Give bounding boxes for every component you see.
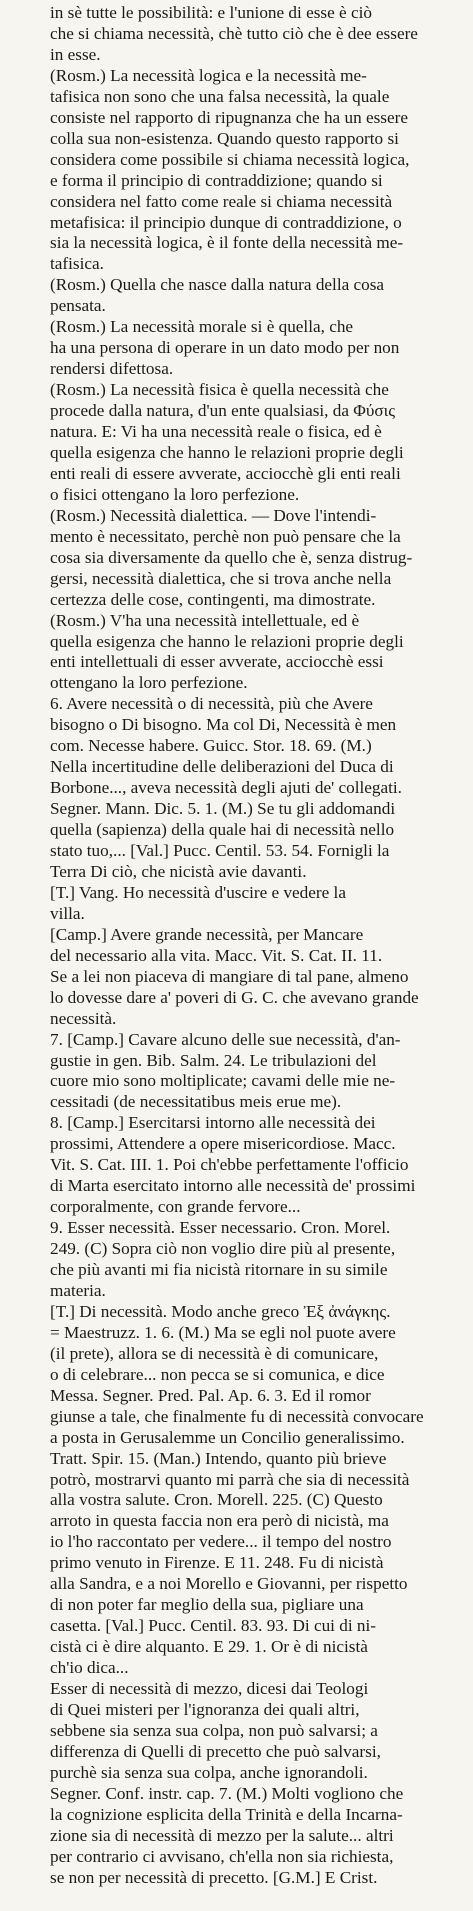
text-line: cuore mio sono moltiplicate; cavami delle mie ne-	[50, 1071, 396, 1091]
text-line: (Rosm.) Quella che nasce dalla natura della cosa	[50, 275, 385, 295]
text-line: necessità.	[50, 1008, 117, 1028]
text-line: procede dalla natura, d'un ente qualsiasi, da Φύσις	[50, 401, 396, 421]
text-line: alla Sandra, e a noi Morello e Giovanni, per rispetto	[50, 1574, 408, 1594]
text-line: del necessario alla vita. Macc. Vit. S. Cat. II. 11.	[50, 945, 383, 965]
text-line: tafisica.	[50, 254, 104, 274]
text-line: e forma il principio di contraddizione; quando si	[50, 170, 383, 190]
text-line: io l'ho raccontato per vedere... il tempo del nostro	[50, 1532, 392, 1552]
text-line: corporalmente, con grande fervore...	[50, 1197, 301, 1217]
text-line: Se a lei non piaceva di mangiare di tal pane, almeno	[50, 966, 409, 986]
text-line: Nella incertitudine delle deliberazioni del Duca di	[50, 757, 394, 777]
text-line: cistà ci è dire alquanto. E 29. 1. Or è di nicistà	[50, 1637, 368, 1657]
text-line: (il prete), allora se di necessità è di comunicare,	[50, 1343, 379, 1363]
text-line: purchè sia senza sua colpa, anche ignorandoli.	[50, 1762, 368, 1782]
text-line: differenza di Quelli di precetto che può salvarsi,	[50, 1741, 381, 1761]
text-line: tafisica non sono che una falsa necessità, la quale	[50, 86, 390, 106]
text-line: [T.] Di necessità. Modo anche greco Ἐξ ἀνάγκης.	[50, 1301, 391, 1321]
text-line: che si chiama necessità, chè tutto ciò che è dee essere	[50, 23, 418, 43]
text-line: Terra Di ciò, che nicistà avie davanti.	[50, 861, 307, 881]
text-line: 6. Avere necessità o di necessità, più che Avere	[50, 694, 373, 714]
text-line: considera come possibile si chiama necessità logica,	[50, 149, 410, 169]
text-line: (Rosm.) V'ha una necessità intellettuale, ed è	[50, 610, 360, 630]
text-line: materia.	[50, 1280, 106, 1300]
text-line: Segner. Mann. Dic. 5. 1. (M.) Se tu gli addomandi	[50, 799, 396, 819]
text-line: casetta. [Val.] Pucc. Centil. 83. 93. Di cui di ni-	[50, 1616, 377, 1636]
text-line: enti intellettuali di esser avverate, acciocchè essi	[50, 652, 384, 672]
text-line: gersi, necessità dialettica, che si trova anche nella	[50, 568, 392, 588]
text-line: di non poter far meglio della sua, pigliare una	[50, 1595, 364, 1615]
text-line: 7. [Camp.] Cavare alcuno delle sue necessità, d'an-	[50, 1029, 401, 1049]
text-line: ch'io dica...	[50, 1658, 129, 1678]
text-line: natura. E: Vi ha una necessità reale o fisica, ed è	[50, 422, 382, 441]
text-line: Vit. S. Cat. III. 1. Poi ch'ebbe perfettamente l'officio	[50, 1155, 409, 1175]
text-line: villa.	[50, 903, 85, 923]
text-line: giunse a tale, che finalmente fu di necessità convocare	[50, 1406, 424, 1426]
text-line: (Rosm.) Necessità dialettica. — Dove l'intendi-	[50, 505, 377, 525]
text-line: 249. (C) Sopra ciò non voglio dire più al presente,	[50, 1239, 396, 1259]
text-line: prossimi, Attendere a opere misericordiose. Macc.	[50, 1134, 396, 1154]
text-line: zione sia di necessità di mezzo per la salute... altri	[50, 1825, 394, 1845]
text-line: che più avanti mi fia nicistà ritornare in su simile	[50, 1260, 388, 1279]
text-line: di Quei misteri per l'ignoranza dei quali altri,	[50, 1699, 360, 1719]
text-line: o di celebrare... non pecca se si comunica, e dice	[50, 1364, 385, 1384]
text-line: alla vostra salute. Cron. Morell. 225. (C) Questo	[50, 1490, 383, 1510]
text-line: metafisica: il principio dunque di contraddizione, o	[50, 212, 402, 232]
text-line: (Rosm.) La necessità logica e la necessità me-	[50, 65, 367, 85]
text-line: in esse.	[50, 44, 101, 64]
text-line: a posta in Gerusalemme un Concilio generalissimo.	[50, 1427, 405, 1447]
text-line: quella (sapienza) della quale hai di necessità nello	[50, 820, 395, 840]
text-line: 8. [Camp.] Esercitarsi intorno alle necessità dei	[50, 1113, 376, 1133]
text-line: arroto in questa faccia non era però di nicistà, ma	[50, 1511, 389, 1531]
text-line: in sè tutte le possibilità: e l'unione di esse è ciò	[50, 3, 372, 22]
text-line: = Maestruzz. 1. 6. (M.) Ma se egli nol puote avere	[50, 1322, 396, 1342]
text-line: per contrario ci avvisano, ch'ella non sia richiesta,	[50, 1846, 394, 1866]
text-line: Borbone..., aveva necessità degli ajuti de' collegati.	[50, 778, 402, 798]
text-line: cessitadi (de necessitatibus meis erue me).	[50, 1092, 342, 1112]
text-line: cosa sia diversamente da quello che è, senza distrug-	[50, 547, 413, 567]
text-line: certezza delle cose, contingenti, ma dimostrate.	[50, 589, 376, 609]
text-line: quella esigenza che hanno le relazioni proprie degli	[50, 631, 404, 651]
text-line: [T.] Vang. Ho necessità d'uscire e vedere la	[50, 882, 346, 902]
text-line: consiste nel rapporto di ripugnanza che ha un essere	[50, 107, 408, 127]
text-line: considera nel fatto come reale si chiama necessità	[50, 191, 393, 211]
text-line: com. Necesse habere. Guicc. Stor. 18. 69. (M.)	[50, 736, 372, 756]
text-line: pensata.	[50, 296, 106, 316]
text-line: enti reali di essere avverate, acciocchè gli enti reali	[50, 463, 401, 483]
text-line: (Rosm.) La necessità fisica è quella necessità che	[50, 380, 389, 400]
text-line: la cognizione esplicita della Trinità e della Incarna-	[50, 1804, 403, 1824]
text-line: stato tuo,... [Val.] Pucc. Centil. 53. 54. Fornigli la	[50, 841, 390, 860]
text-line: gustie in gen. Bib. Salm. 24. Le tribulazioni del	[50, 1050, 377, 1070]
text-line: primo venuto in Firenze. E 11. 248. Fu di nicistà	[50, 1553, 384, 1573]
text-line: se non per necessità di precetto. [G.M.] E Crist.	[50, 1867, 378, 1887]
text-line: rendersi difettosa.	[50, 359, 174, 379]
text-line: Segner. Conf. instr. cap. 7. (M.) Molti vogliono che	[50, 1783, 404, 1803]
text-line: lo dovesse dare a' poveri di G. C. che avevano grande	[50, 987, 419, 1007]
text-line: 9. Esser necessità. Esser necessario. Cron. Morel.	[50, 1218, 391, 1238]
text-line: Tratt. Spir. 15. (Man.) Intendo, quanto più brieve	[50, 1448, 387, 1468]
text-line: colla sua non-esistenza. Quando questo rapporto si	[50, 128, 399, 148]
text-line: quella esigenza che hanno le relazioni proprie degli	[50, 442, 404, 462]
text-line: ottengano la loro perfezione.	[50, 673, 248, 693]
text-line: potrò, mostrarvi quanto mi parrà che sia di necessità	[50, 1469, 410, 1489]
text-line: [Camp.] Avere grande necessità, per Mancare	[50, 924, 364, 944]
text-line: Esser di necessità di mezzo, dicesi dai Teologi	[50, 1679, 369, 1698]
text-line: sebbene sia senza sua colpa, non può salvarsi; a	[50, 1720, 378, 1740]
text-line: Messa. Segner. Pred. Pal. Ap. 6. 3. Ed il romor	[50, 1385, 371, 1405]
text-line: ha una persona di operare in un dato modo per non	[50, 338, 400, 358]
text-line: o fisici ottengano la loro perfezione.	[50, 484, 300, 504]
text-line: sia la necessità logica, è il fonte della necessità me-	[50, 233, 404, 253]
text-line: bisogno o Di bisogno. Ma col Di, Necessità è men	[50, 715, 397, 735]
text-line: di Marta esercitato intorno alle necessità de' prossimi	[50, 1176, 416, 1196]
text-line: mento è necessitato, perchè non può pensare che la	[50, 526, 401, 546]
text-line: (Rosm.) La necessità morale si è quella, che	[50, 317, 354, 337]
